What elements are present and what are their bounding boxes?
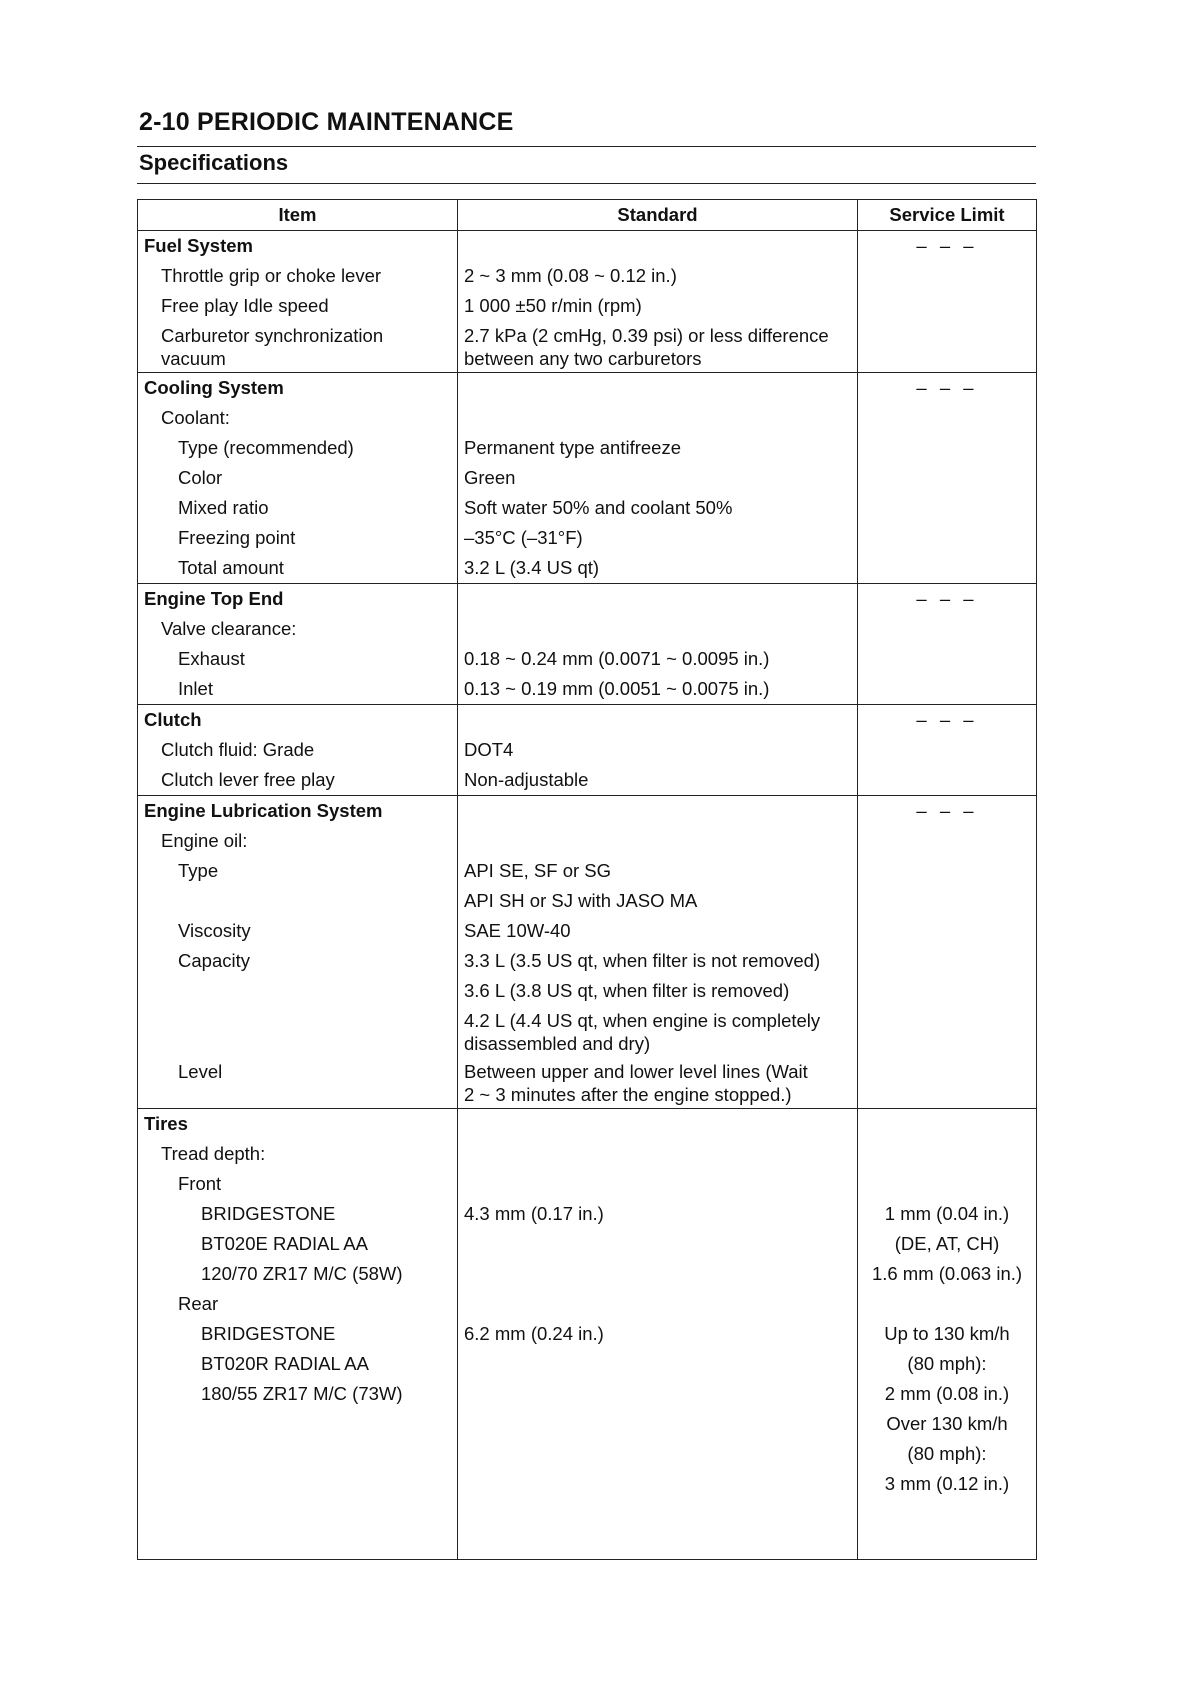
- column-header-item: Item: [138, 200, 458, 231]
- standard-cell: API SE, SF or SG: [458, 856, 858, 886]
- item-cell: BRIDGESTONE: [138, 1319, 458, 1349]
- item-line: Carburetor synchronization: [161, 325, 384, 346]
- table-row: [138, 976, 1037, 1006]
- group-title-tires: Tires: [138, 1109, 458, 1140]
- table-row: [138, 553, 1037, 584]
- standard-cell: DOT4: [458, 735, 858, 765]
- table-row: [138, 886, 1037, 916]
- table-row: [138, 796, 1037, 827]
- table-row: [138, 916, 1037, 946]
- table-row: [138, 705, 1037, 736]
- item-cell: Rear: [138, 1289, 458, 1319]
- service-limit-cell: (DE, AT, CH): [858, 1229, 1037, 1259]
- standard-line: between any two carburetors: [464, 348, 702, 369]
- standard-cell: Permanent type antifreeze: [458, 433, 858, 463]
- standard-cell: 2 ~ 3 mm (0.08 ~ 0.12 in.): [458, 261, 858, 291]
- service-limit-dash: – – –: [858, 584, 1037, 615]
- standard-line: 2.7 kPa (2 cmHg, 0.39 psi) or less difference: [464, 325, 829, 346]
- service-limit-cell: 1 mm (0.04 in.): [858, 1199, 1037, 1229]
- item-cell: BT020R RADIAL AA: [138, 1349, 458, 1379]
- service-limit-cell: Up to 130 km/h: [858, 1319, 1037, 1349]
- table-row: [138, 231, 1037, 262]
- table-row: [138, 493, 1037, 523]
- table-row: [138, 735, 1037, 765]
- table-header-row: [138, 200, 1037, 231]
- table-row: [138, 1379, 1037, 1409]
- item-cell: Free play Idle speed: [138, 291, 458, 321]
- item-line: vacuum: [161, 348, 226, 369]
- table-row: [138, 1006, 1037, 1057]
- table-row: [138, 1199, 1037, 1229]
- section-title: Specifications: [139, 150, 289, 175]
- service-limit-dash: – – –: [858, 796, 1037, 827]
- service-limit-cell: Over 130 km/h: [858, 1409, 1037, 1439]
- table-row: [138, 614, 1037, 644]
- table-row: [138, 403, 1037, 433]
- table-row: [138, 674, 1037, 705]
- group-title-engine-lubrication: Engine Lubrication System: [138, 796, 458, 827]
- item-cell: [138, 321, 458, 373]
- service-limit-dash: – – –: [858, 373, 1037, 404]
- table-row: [138, 1349, 1037, 1379]
- table-row: [138, 373, 1037, 404]
- table-row: [138, 261, 1037, 291]
- standard-cell: Non-adjustable: [458, 765, 858, 796]
- standard-cell: Green: [458, 463, 858, 493]
- table-row: [138, 1169, 1037, 1199]
- standard-cell: [458, 321, 858, 373]
- item-cell: 180/55 ZR17 M/C (73W): [138, 1379, 458, 1409]
- group-title-cooling-system: Cooling System: [138, 373, 458, 404]
- column-header-service-limit: Service Limit: [858, 200, 1037, 231]
- table-row: [138, 856, 1037, 886]
- standard-line: 4.2 L (4.4 US qt, when engine is completely: [464, 1010, 821, 1031]
- item-cell: Total amount: [138, 553, 458, 584]
- table-row: [138, 1439, 1037, 1469]
- table-row: [138, 644, 1037, 674]
- table-row: [138, 1289, 1037, 1319]
- standard-cell: 6.2 mm (0.24 in.): [458, 1319, 858, 1349]
- page-title: 2-10 PERIODIC MAINTENANCE: [139, 108, 514, 136]
- item-cell: Clutch fluid: Grade: [138, 735, 458, 765]
- item-cell: Valve clearance:: [138, 614, 458, 644]
- standard-cell: [458, 1006, 858, 1057]
- service-limit-cell: 2 mm (0.08 in.): [858, 1379, 1037, 1409]
- table-row: [138, 1139, 1037, 1169]
- item-cell: Mixed ratio: [138, 493, 458, 523]
- standard-cell: API SH or SJ with JASO MA: [458, 886, 858, 916]
- item-cell: Clutch lever free play: [138, 765, 458, 796]
- item-cell: Freezing point: [138, 523, 458, 553]
- standard-line: 2 ~ 3 minutes after the engine stopped.): [464, 1084, 792, 1105]
- item-cell: Color: [138, 463, 458, 493]
- group-title-fuel-system: Fuel System: [138, 231, 458, 262]
- table-row: [138, 765, 1037, 796]
- item-cell: 120/70 ZR17 M/C (58W): [138, 1259, 458, 1289]
- item-cell: Exhaust: [138, 644, 458, 674]
- standard-cell: 3.6 L (3.8 US qt, when filter is removed): [458, 976, 858, 1006]
- table-row: [138, 1229, 1037, 1259]
- standard-cell: 4.3 mm (0.17 in.): [458, 1199, 858, 1229]
- item-cell: Throttle grip or choke lever: [138, 261, 458, 291]
- item-cell: BRIDGESTONE: [138, 1199, 458, 1229]
- service-limit-dash: – – –: [858, 231, 1037, 262]
- table-row: [138, 291, 1037, 321]
- table-row: [138, 1259, 1037, 1289]
- specifications-table: [137, 199, 1037, 1560]
- item-cell: Tread depth:: [138, 1139, 458, 1169]
- service-limit-cell: (80 mph):: [858, 1349, 1037, 1379]
- column-header-standard: Standard: [458, 200, 858, 231]
- item-cell: Inlet: [138, 674, 458, 705]
- table-row: [138, 1409, 1037, 1439]
- table-row: [138, 1319, 1037, 1349]
- table-row: [138, 463, 1037, 493]
- service-limit-cell: (80 mph):: [858, 1439, 1037, 1469]
- table-row: [138, 946, 1037, 976]
- group-title-clutch: Clutch: [138, 705, 458, 736]
- standard-cell: 0.13 ~ 0.19 mm (0.0051 ~ 0.0075 in.): [458, 674, 858, 705]
- standard-cell: –35°C (–31°F): [458, 523, 858, 553]
- table-row: [138, 321, 1037, 373]
- item-cell: Level: [138, 1057, 458, 1109]
- item-cell: Coolant:: [138, 403, 458, 433]
- group-title-engine-top-end: Engine Top End: [138, 584, 458, 615]
- table-row: [138, 523, 1037, 553]
- item-cell: BT020E RADIAL AA: [138, 1229, 458, 1259]
- item-cell: Viscosity: [138, 916, 458, 946]
- standard-line: Between upper and lower level lines (Wait: [464, 1061, 808, 1082]
- standard-cell: 3.2 L (3.4 US qt): [458, 553, 858, 584]
- table-row: [138, 826, 1037, 856]
- standard-cell: 3.3 L (3.5 US qt, when filter is not removed): [458, 946, 858, 976]
- table-row: [138, 584, 1037, 615]
- service-limit-cell: 3 mm (0.12 in.): [858, 1469, 1037, 1499]
- standard-line: disassembled and dry): [464, 1033, 651, 1054]
- item-cell: Type: [138, 856, 458, 886]
- item-cell: Engine oil:: [138, 826, 458, 856]
- table-row: [138, 433, 1037, 463]
- standard-cell: 0.18 ~ 0.24 mm (0.0071 ~ 0.0095 in.): [458, 644, 858, 674]
- item-cell: Capacity: [138, 946, 458, 976]
- section-rule: [137, 183, 1036, 184]
- table-row: [138, 1057, 1037, 1109]
- title-rule: [137, 146, 1036, 147]
- table-row: [138, 1469, 1037, 1499]
- item-cell: Type (recommended): [138, 433, 458, 463]
- standard-cell: SAE 10W-40: [458, 916, 858, 946]
- table-row: [138, 1499, 1037, 1560]
- standard-cell: 1 000 ±50 r/min (rpm): [458, 291, 858, 321]
- standard-cell: [458, 1057, 858, 1109]
- standard-cell: Soft water 50% and coolant 50%: [458, 493, 858, 523]
- table-row: [138, 1109, 1037, 1140]
- service-limit-dash: – – –: [858, 705, 1037, 736]
- service-limit-cell: 1.6 mm (0.063 in.): [858, 1259, 1037, 1289]
- item-cell: Front: [138, 1169, 458, 1199]
